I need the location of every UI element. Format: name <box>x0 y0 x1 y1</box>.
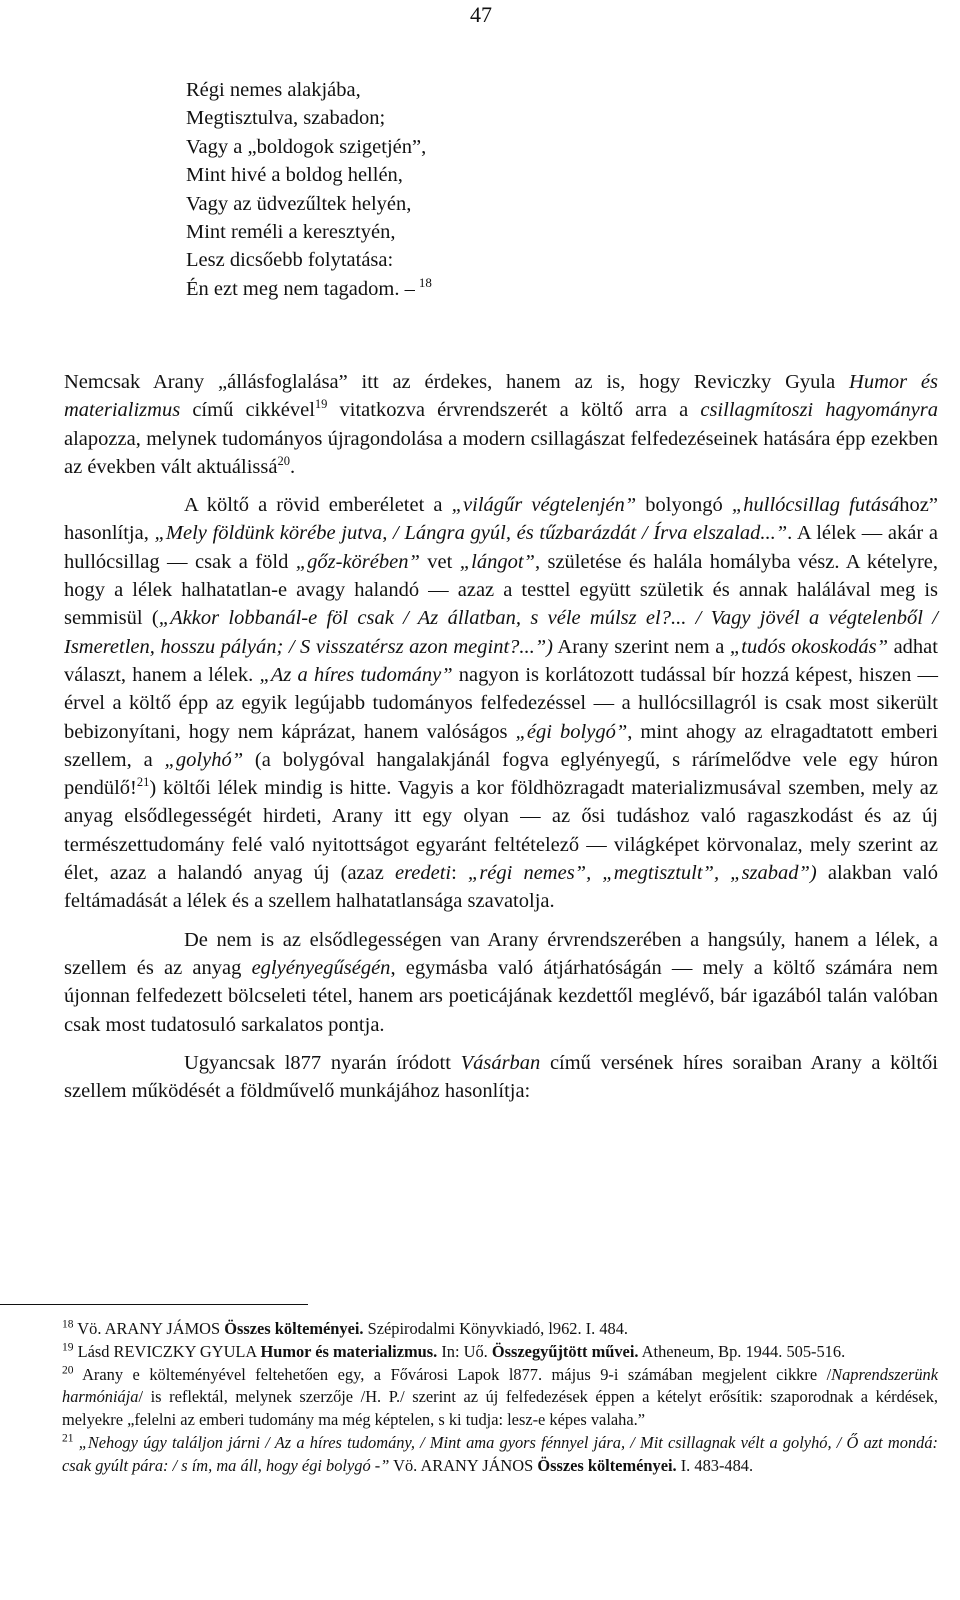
italic-quote: „Az a híres tudomány” <box>259 663 453 686</box>
italic-phrase: csillagmítoszi hagyományra <box>700 399 938 422</box>
text-run: , mint ahogy az elragadtatott emberi szellem, a <box>64 720 938 771</box>
text-run: Arany szerint nem a <box>553 635 730 658</box>
footnote-18 <box>62 1318 938 1341</box>
footnotes <box>62 1318 938 1478</box>
footnote-number: 20 <box>62 1364 74 1377</box>
text-run: hoz” hasonlítja, <box>64 494 938 545</box>
text-run: I. 483-484. <box>676 1455 754 1475</box>
paragraph-4 <box>64 1049 938 1106</box>
bold-title: Összegyűjtött művei. <box>491 1341 639 1361</box>
text-run: adhat választ, hanem a lélek. <box>64 635 938 686</box>
text-run: című versének híres soraiban Arany a költői szellem működését a földművelő munkájához hasonlítja: <box>64 1051 938 1103</box>
page-number: 47 <box>470 2 492 27</box>
footnote-ref-20: 20 <box>277 454 290 469</box>
footnote-number: 21 <box>62 1432 74 1445</box>
text-run: Lásd REVICZKY GYULA <box>73 1341 261 1361</box>
italic-quote: „tudós okoskodás” <box>729 635 889 658</box>
text-run: Atheneum, Bp. 1944. 505-516. <box>638 1341 846 1361</box>
poem-quote <box>186 76 432 303</box>
text-run: bolyongó <box>636 494 732 517</box>
bold-title: Összes költeményei. <box>224 1319 364 1338</box>
italic-quote: „régi nemes”, „megtisztult”, „szabad”) <box>467 862 817 885</box>
text-run: Arany e költeményével feltehetően egy, a Fővárosi Lapok l877. május 9-i számában megjelent cikkre / <box>73 1364 832 1384</box>
text-run: In: Uő. <box>437 1341 492 1361</box>
italic-quote: „hullócsillag futásá <box>731 494 900 517</box>
text-run: / is reflektál, melynek szerzője /H. P./ szerint az új felfedezések éppen a kételyt erősítik: szaporodnak a kérdések, melyekre „felelni az emberi tudomány ma még képtelen, s ki tudja: lesz-e képes valaha.” <box>62 1387 938 1430</box>
poem-line: Mint reméli a keresztyén, <box>186 221 396 244</box>
text-run: Nemcsak Arany „állásfoglalása” itt az érdekes, hanem az is, hogy Reviczky Gyula <box>64 371 850 393</box>
poem-last-line <box>186 275 432 303</box>
poem-last-line-text: Én ezt meg nem tagadom. – <box>186 277 415 300</box>
bold-title: Humor és materializmus. <box>260 1341 438 1361</box>
text-run: nagyon is korlátozott tudással bír hozzá képest, hiszen — érvel a költő épp az egyik legújabb tudományos felfedezéssel — a hullócsillagról is csak most sikerült bebizonyítani, hogy nem káprázat, hanem valóságos <box>64 663 939 743</box>
paragraph-2 <box>64 491 938 915</box>
footnote-ref-18: 18 <box>418 274 432 290</box>
text-run: alakban való feltámadását a lélek és a szellem halhatatlansága szavatolja. <box>64 862 939 913</box>
italic-quote: „lángot” <box>459 550 535 573</box>
body-text <box>64 368 938 1105</box>
poem-line: Vagy az üdvezűltek helyén, <box>186 192 412 215</box>
text-run: , születése és halála homályba vész. A kételyre, hogy a lélek halhatatlan-e avagy halandó — azaz a testtel együtt születik és annak halálával meg is semmisül ( <box>64 550 939 630</box>
text-run: alapozza, melynek tudományos újragondolása a modern csillagászat felfedezéseinek hatására épp ezekben az években vált aktuálissá <box>64 427 938 478</box>
italic-quote: „Mely földünk körébe jutva, / Lángra gyúl, és tűzbarázdát / Írva elszalad...” <box>154 522 788 545</box>
footnote-separator <box>0 1304 308 1305</box>
italic-quote: „gőz-körében” <box>295 550 420 573</box>
footnote-ref-21: 21 <box>136 775 150 790</box>
poem-line: Mint hivé a boldog hellén, <box>186 164 403 187</box>
footnote-19 <box>62 1341 938 1364</box>
text-run: (a bolygóval hangalakjánál fogva eglyényegű, s rárímelődve vele egy húron pendülő! <box>64 748 939 800</box>
text-run: De nem is az elsődlegességen van Arany érvrendszerében a hangsúly, hanem a lélek, a szellem és az anyag <box>64 928 938 979</box>
text-run: ) költői lélek mindig is hitte. Vagyis a kor földhözragadt materializmusával szemben, mely az anyag elsődlegességét hirdeti, Arany itt egy olyan — az ősi tudáshoz való ragaszkodást és az új természettudomány felé való nyitottságot egyaránt feltételező — világképet körvonalaz, mely szerint az élet, azaz a halandó anyag új (azaz <box>64 777 938 885</box>
italic-quote: „Akkor lobbanál-e föl csak / Az állatban, s véle múlsz el?... / Vagy jövél a végtelenből / Ismeretlen, hosszu pályán; / S visszatérsz azon megint?...”) <box>64 607 938 658</box>
italic-quote: „világűr végtelenjén” <box>451 494 637 517</box>
poem-line: Vagy a „boldogok szigetjén”, <box>186 135 427 158</box>
text-run: Ugyancsak l877 nyarán íródott <box>184 1051 461 1074</box>
italic-quote: „égi bolygó” <box>515 720 628 743</box>
paragraph-3 <box>64 926 938 1039</box>
footnote-ref-19: 19 <box>314 397 328 412</box>
text-run: című cikkével <box>180 399 315 422</box>
text-run: : <box>451 862 468 885</box>
italic-title: Vásárban <box>460 1051 541 1074</box>
footnote-21 <box>62 1432 938 1478</box>
poem-line: Régi nemes alakjába, <box>186 79 361 101</box>
italic-title: Humor és materializmus <box>64 371 938 422</box>
text-run: Vö. ARANY JÁMOS <box>73 1319 225 1338</box>
footnote-20 <box>62 1364 938 1432</box>
italic-quote: „Nehogy úgy találjon járni / Az a híres tudomány, / Mint ama gyors fénnyel jára, / Mit csillagnak vélt a golyhó, / Ő azt mondá: csak gyúlt pára: / s ím, ma áll, hogy égi bolygó -” <box>62 1432 938 1475</box>
italic-word: eredeti <box>394 862 452 885</box>
text-run: Vö. ARANY JÁNOS <box>389 1455 538 1475</box>
text-run: . A lélek — akár a hullócsillag — csak a föld <box>64 522 938 573</box>
bold-title: Összes költeményei. <box>537 1455 677 1475</box>
text-run: vitatkozva érvrendszerét a költő arra a <box>327 399 701 422</box>
italic-quote: „golyhó” <box>164 748 244 771</box>
text-run: A költő a rövid emberéletet a <box>184 494 452 517</box>
poem-line: Megtisztulva, szabadon; <box>186 107 386 130</box>
text-run: Szépirodalmi Könyvkiadó, l962. I. 484. <box>363 1319 629 1338</box>
italic-word: eglyényegűségén <box>251 956 391 979</box>
footnote-number: 19 <box>62 1341 74 1354</box>
text-run: , egymásba való átjárhatóságán — mely a költő számára nem újonnan felfedezett bölcseleti tétel, hanem ars poeticájának kezdettől meglévő, bár igazából talán valóban csak most tudatosuló sarkalatos pontja. <box>64 956 938 1036</box>
footnote-number: 18 <box>62 1318 74 1331</box>
italic-title: Naprendszerünk harmóniája <box>62 1364 938 1407</box>
poem-line: Lesz dicsőebb folytatása: <box>186 249 394 272</box>
text-run: . <box>289 455 296 478</box>
text-run: vet <box>419 550 460 573</box>
paragraph-1 <box>64 368 938 481</box>
